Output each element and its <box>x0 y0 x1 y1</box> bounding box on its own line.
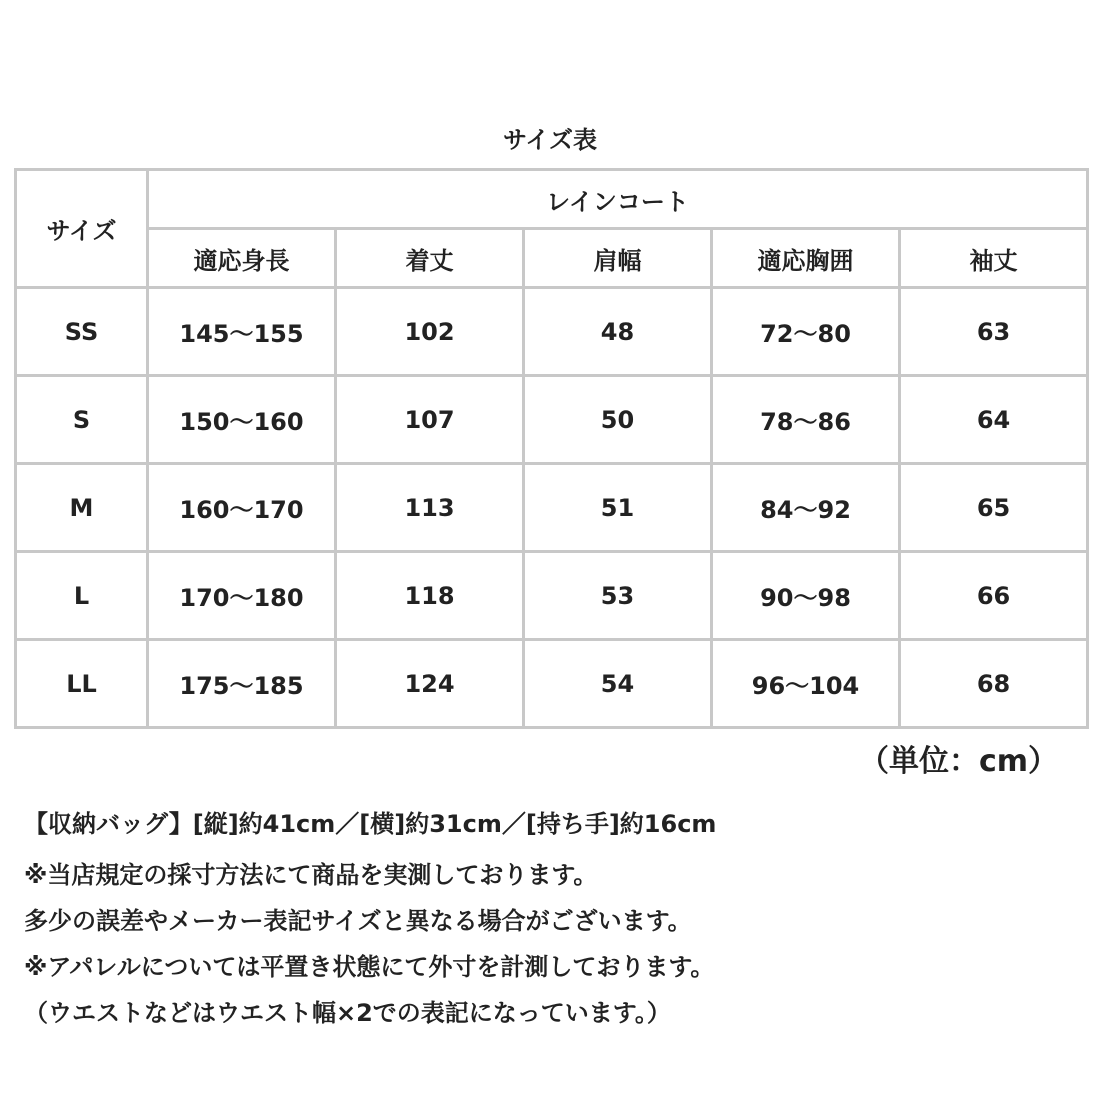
table-cell: 63 <box>900 288 1088 376</box>
table-cell: 64 <box>900 376 1088 464</box>
size-label: LL <box>16 640 148 728</box>
table-cell: 118 <box>336 552 524 640</box>
size-table <box>14 168 1089 729</box>
column-header-sleeve: 袖丈 <box>900 229 1088 288</box>
size-column-header: サイズ <box>16 170 148 288</box>
table-cell: 90〜98 <box>712 552 900 640</box>
table-cell: 96〜104 <box>712 640 900 728</box>
table-cell: 66 <box>900 552 1088 640</box>
unit-label: （単位：cm） <box>858 744 1058 779</box>
table-cell: 65 <box>900 464 1088 552</box>
table-row <box>16 552 1088 640</box>
note-line: 多少の誤差やメーカー表記サイズと異なる場合がございます。 <box>24 907 692 935</box>
table-cell: 145〜155 <box>148 288 336 376</box>
table-header-row <box>16 170 1088 229</box>
table-cell: 51 <box>524 464 712 552</box>
table-cell: 160〜170 <box>148 464 336 552</box>
table-cell: 170〜180 <box>148 552 336 640</box>
column-header-chest: 適応胸囲 <box>712 229 900 288</box>
page-title: サイズ表 <box>502 126 598 154</box>
table-row <box>16 464 1088 552</box>
table-cell: 50 <box>524 376 712 464</box>
size-label: S <box>16 376 148 464</box>
table-cell: 150〜160 <box>148 376 336 464</box>
table-cell: 48 <box>524 288 712 376</box>
table-cell: 72〜80 <box>712 288 900 376</box>
note-line: （ウエストなどはウエスト幅×2での表記になっています。） <box>24 999 671 1027</box>
table-cell: 68 <box>900 640 1088 728</box>
table-cell: 124 <box>336 640 524 728</box>
notes-section <box>24 802 1084 1036</box>
column-header-length: 着丈 <box>336 229 524 288</box>
table-cell: 78〜86 <box>712 376 900 464</box>
table-cell: 113 <box>336 464 524 552</box>
group-header: レインコート <box>148 170 1088 229</box>
table-cell: 102 <box>336 288 524 376</box>
column-header-shoulder: 肩幅 <box>524 229 712 288</box>
note-line: ※アパレルについては平置き状態にて外寸を計測しております。 <box>24 953 715 981</box>
table-cell: 53 <box>524 552 712 640</box>
column-header-height: 適応身長 <box>148 229 336 288</box>
table-row <box>16 640 1088 728</box>
table-cell: 107 <box>336 376 524 464</box>
storage-bag-note: 【収納バッグ】[縦]約41cm／[横]約31cm／[持ち手]約16cm <box>24 810 717 838</box>
size-label: M <box>16 464 148 552</box>
size-label: SS <box>16 288 148 376</box>
size-label: L <box>16 552 148 640</box>
table-subheader-row <box>16 229 1088 288</box>
note-line: ※当店規定の採寸方法にて商品を実測しております。 <box>24 861 598 889</box>
table-cell: 84〜92 <box>712 464 900 552</box>
table-cell: 54 <box>524 640 712 728</box>
table-cell: 175〜185 <box>148 640 336 728</box>
table-row <box>16 288 1088 376</box>
table-row <box>16 376 1088 464</box>
